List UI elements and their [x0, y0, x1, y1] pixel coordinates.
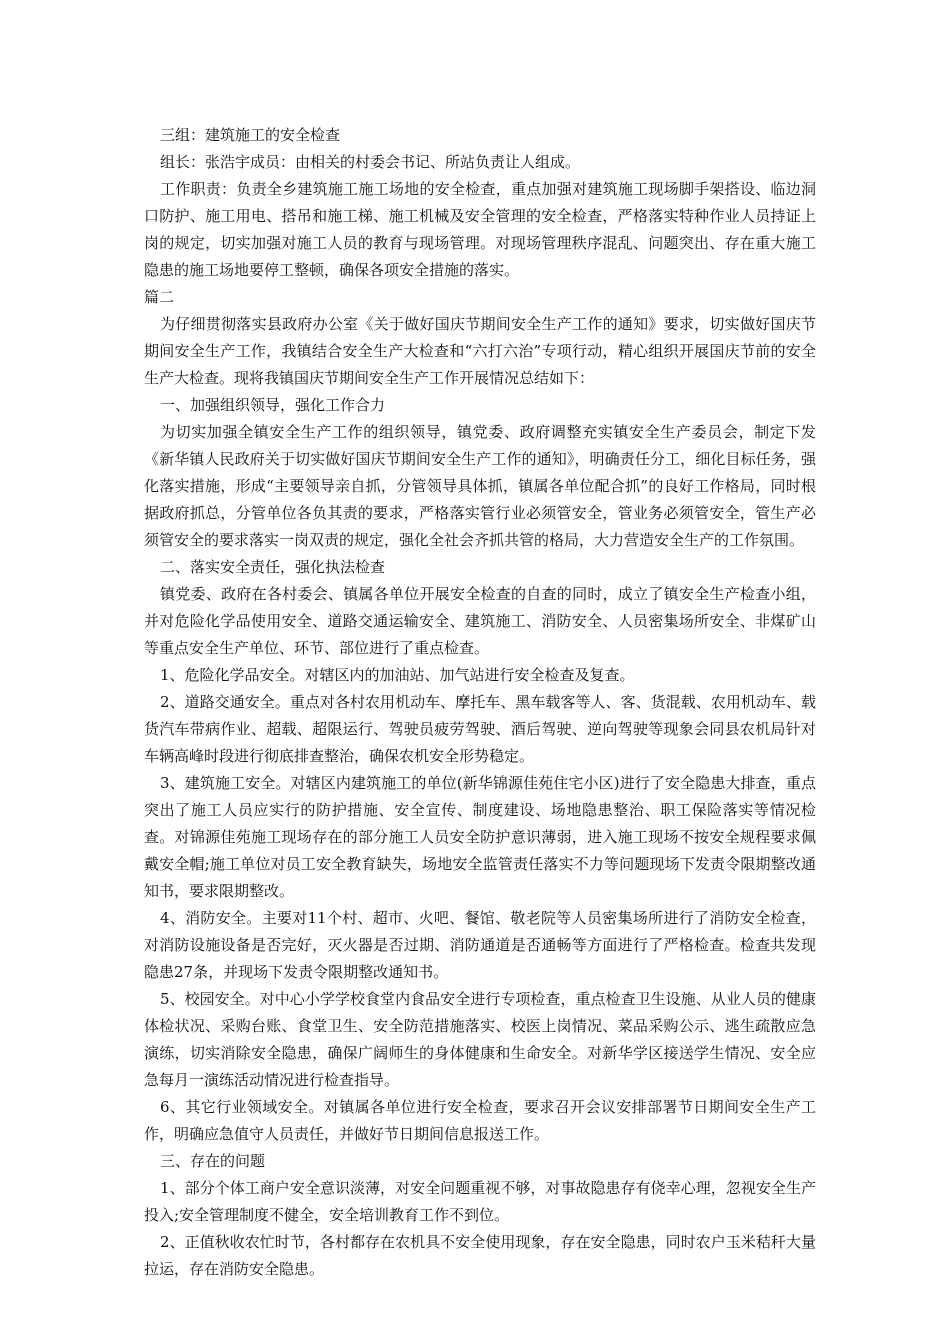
- paragraph: 镇党委、政府在各村委会、镇属各单位开展安全检查的自查的同时，成立了镇安全生产检查小组，并对危险化学品使用安全、道路交通运输安全、建筑施工、消防安全、人员密集场所安全、非煤矿山等重点安全生产单位、环节、部位进行了重点检查。: [144, 585, 816, 657]
- section-heading: 一、加强组织领导，强化工作合力: [160, 396, 386, 414]
- document-body: [144, 122, 816, 1283]
- paragraph: 为仔细贯彻落实县政府办公室《关于做好国庆节期间安全生产工作的通知》要求，切实做好国庆节期间安全生产工作，我镇结合安全生产大检查和“六打六治”专项行动，精心组织开展国庆节前的安全生产大检查。现将我镇国庆节期间安全生产工作开展情况总结如下：: [144, 315, 816, 387]
- paragraph: 三组：建筑施工的安全检查: [160, 126, 341, 144]
- list-item: 5、校园安全。对中心小学学校食堂内食品安全进行专项检查，重点检查卫生设施、从业人员的健康体检状况、采购台账、食堂卫生、安全防范措施落实、校医上岗情况、菜品采购公示、逃生疏散应急演练，切实消除安全隐患，确保广阔师生的身体健康和生命安全。对新华学区接送学生情况、安全应急每月一演练活动情况进行检查指导。: [144, 990, 816, 1089]
- section-heading: 三、存在的问题: [160, 1152, 266, 1170]
- section-heading: 篇二: [144, 288, 175, 306]
- paragraph: 为切实加强全镇安全生产工作的组织领导，镇党委、政府调整充实镇安全生产委员会，制定下发《新华镇人民政府关于切实做好国庆节期间安全生产工作的通知》，明确责任分工，细化目标任务，强化落实措施，形成“主要领导亲自抓，分管领导具体抓，镇属各单位配合抓”的良好工作格局，同时根据政府抓总，分管单位各负其责的要求，严格落实管行业必须管安全，管业务必须管安全，管生产必须管安全的要求落实一岗双责的规定，强化全社会齐抓共管的格局，大力营造安全生产的工作氛围。: [144, 423, 816, 549]
- list-item: 2、正值秋收农忙时节，各村都存在农机具不安全使用现象，存在安全隐患，同时农户玉米秸秆大量拉运，存在消防安全隐患。: [144, 1233, 816, 1278]
- list-item: 1、危险化学品安全。对辖区内的加油站、加气站进行安全检查及复查。: [160, 666, 635, 684]
- list-item: 3、建筑施工安全。对辖区内建筑施工的单位(新华锦源佳苑住宅小区)进行了安全隐患大排查，重点突出了施工人员应实行的防护措施、安全宣传、制度建设、场地隐患整治、职工保险落实等情况检查。对锦源佳苑施工现场存在的部分施工人员安全防护意识薄弱，进入施工现场不按安全规程要求佩戴安全帽;施工单位对员工安全教育缺失，场地安全监管责任落实不力等问题现场下发责令限期整改通知书，要求限期整改。: [144, 774, 816, 900]
- paragraph: 组长：张浩宇成员：由相关的村委会书记、所站负责让人组成。: [160, 153, 581, 171]
- list-item: 6、其它行业领域安全。对镇属各单位进行安全检查，要求召开会议安排部署节日期间安全生产工作，明确应急值守人员责任，并做好节日期间信息报送工作。: [144, 1098, 816, 1143]
- list-item: 4、消防安全。主要对11个村、超市、火吧、餐馆、敬老院等人员密集场所进行了消防安全检查，对消防设施设备是否完好，灭火器是否过期、消防通道是否通畅等方面进行了严格检查。检查共发现隐患27条，并现场下发责令限期整改通知书。: [144, 909, 816, 981]
- list-item: 2、道路交通安全。重点对各村农用机动车、摩托车、黑车载客等人、客、货混载、农用机动车、载货汽车带病作业、超载、超限运行、驾驶员疲劳驾驶、酒后驾驶、逆向驾驶等现象会同县农机局针对车辆高峰时段进行彻底排查整治，确保农机安全形势稳定。: [144, 693, 816, 765]
- section-heading: 二、落实安全责任，强化执法检查: [160, 558, 386, 576]
- list-item: 1、部分个体工商户安全意识淡薄，对安全问题重视不够，对事故隐患存有侥幸心理，忽视安全生产投入;安全管理制度不健全，安全培训教育工作不到位。: [144, 1179, 816, 1224]
- paragraph: 工作职责：负责全乡建筑施工施工场地的安全检查，重点加强对建筑施工现场脚手架搭设、临边洞口防护、施工用电、搭吊和施工梯、施工机械及安全管理的安全检查，严格落实特种作业人员持证上岗的规定，切实加强对施工人员的教育与现场管理。对现场管理秩序混乱、问题突出、存在重大施工隐患的施工场地要停工整顿，确保各项安全措施的落实。: [144, 180, 816, 279]
